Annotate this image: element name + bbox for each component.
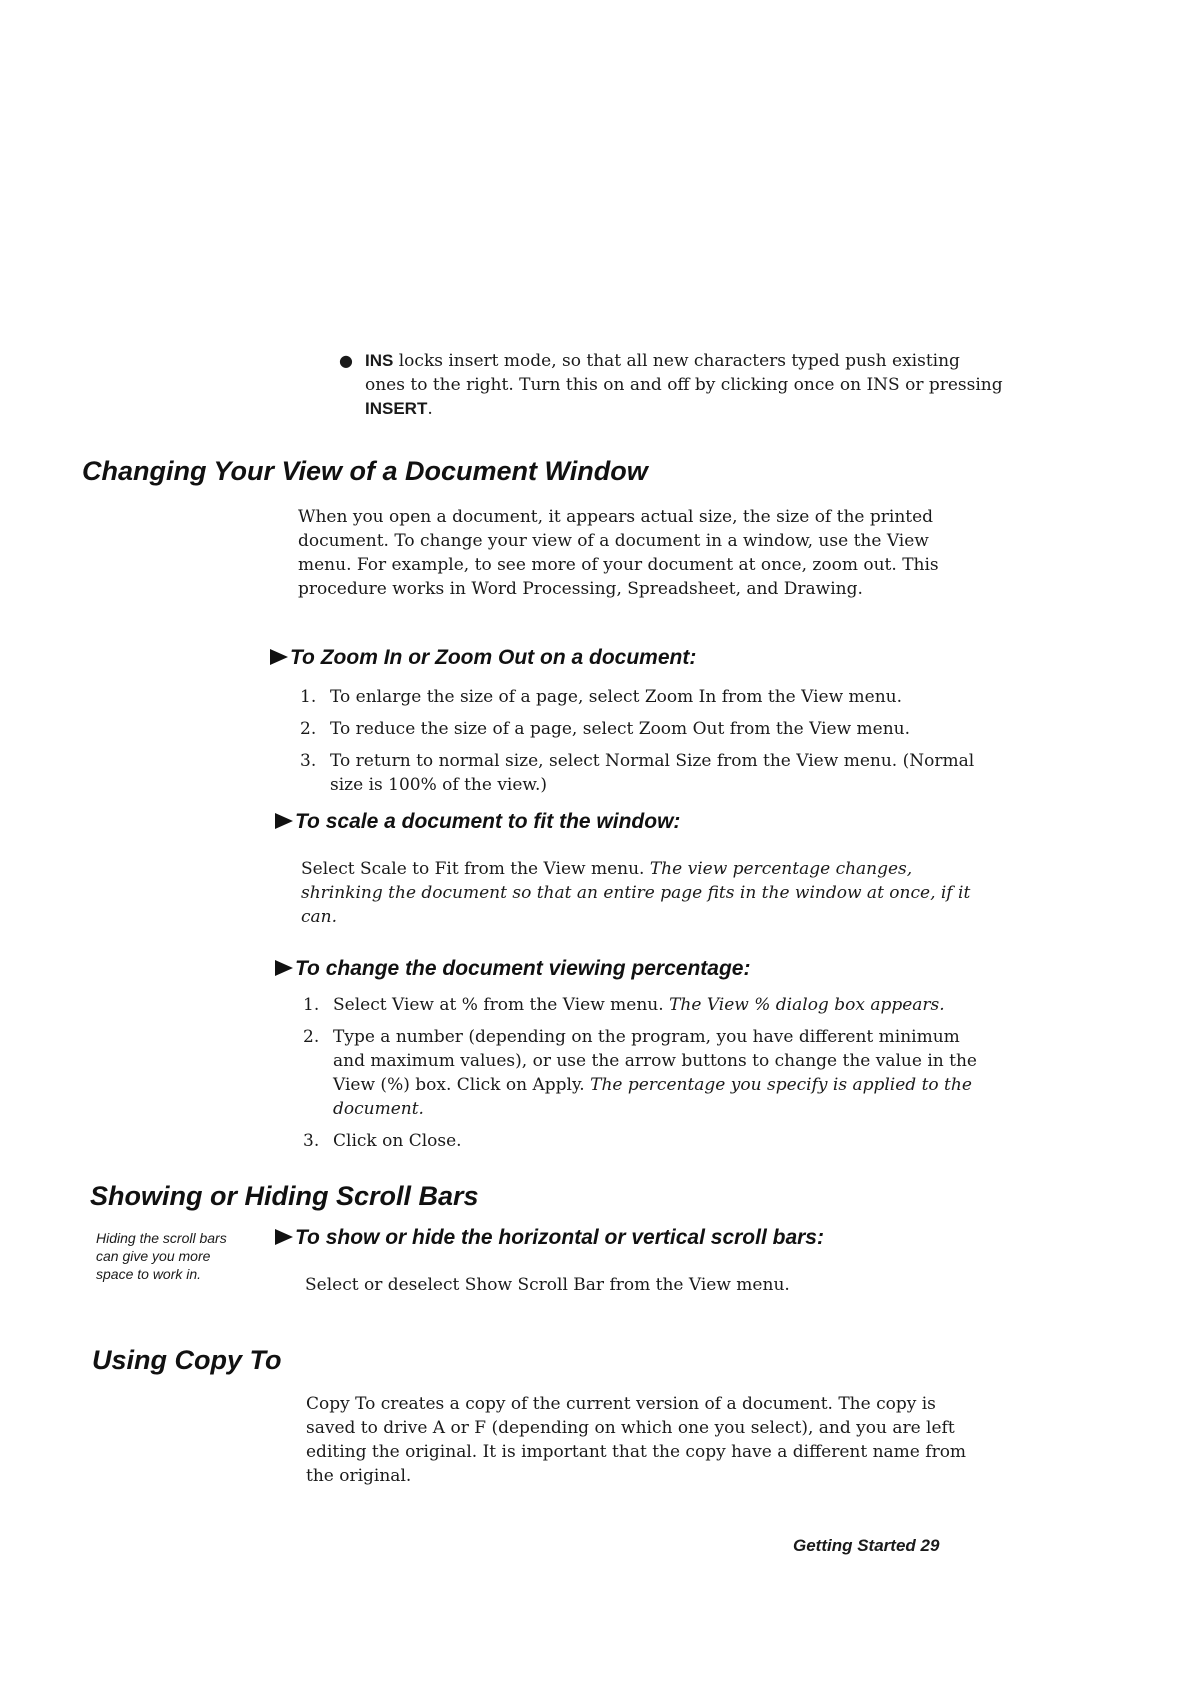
percentage-heading xyxy=(275,957,750,981)
arrow-marker-icon xyxy=(275,960,293,976)
step-text: Select View at % from the View menu. xyxy=(333,995,664,1015)
footer-label: Getting Started xyxy=(793,1536,916,1555)
list-item xyxy=(300,749,980,797)
scale-heading-text: To scale a document to fit the window: xyxy=(295,810,681,833)
zoom-heading-text: To Zoom In or Zoom Out on a document: xyxy=(290,646,697,669)
bullet-icon: ● xyxy=(339,351,353,370)
scroll-bars-text: Select or deselect Show Scroll Bar from the View menu. xyxy=(305,1275,790,1295)
step-text: To reduce the size of a page, select Zoom Out from the View menu. xyxy=(330,719,911,739)
step-number: 1. xyxy=(303,995,320,1015)
step-text-italic: The percentage you specify is applied to the document. xyxy=(333,1075,972,1119)
ins-term: INS xyxy=(365,351,394,370)
arrow-marker-icon xyxy=(270,649,288,665)
zoom-heading xyxy=(270,646,696,670)
step-number: 2. xyxy=(303,1027,320,1047)
arrow-marker-icon xyxy=(275,813,293,829)
step-text: Type a number (depending on the program, you have different minimum and maximum values), or use the arrow buttons to change the value in the View (%) box. Click on Apply. xyxy=(333,1027,977,1095)
changing-view-intro: When you open a document, it appears actual size, the size of the printed document. To change your view of a document in a window, use the View menu. For example, to see more of your document at once, zoom out. This procedure works in Word Processing, Spreadsheet, and Drawing. xyxy=(298,507,939,599)
step-text: To return to normal size, select Normal Size from the View menu. (Normal size is 100% of the view.) xyxy=(330,751,975,795)
step-number: 2. xyxy=(300,719,317,739)
section-title-copy-to: Using Copy To xyxy=(92,1345,282,1375)
step-text-italic: The View % dialog box appears. xyxy=(669,995,945,1015)
step-number: 1. xyxy=(300,687,317,707)
list-item xyxy=(300,717,980,741)
copy-to-text: Copy To creates a copy of the current version of a document. The copy is saved to drive A or F (depending on which one you select), and you are left editing the original. It is important that the copy have a different name from the original. xyxy=(306,1394,967,1486)
ins-bullet-item xyxy=(337,349,1005,421)
scale-heading xyxy=(275,810,680,834)
step-text: To enlarge the size of a page, select Zoom In from the View menu. xyxy=(330,687,903,707)
ins-description: locks insert mode, so that all new characters typed push existing ones to the right. Turn this on and off by clicking once on INS or pressing xyxy=(365,351,1003,395)
scale-text-italic: The view percentage changes, shrinking the document so that an entire page fits in the window at once, if it can. xyxy=(301,859,971,927)
percentage-steps xyxy=(303,993,983,1161)
ins-description-end: . xyxy=(427,399,433,419)
scroll-bars-margin-note: Hiding the scroll bars can give you more space to work in. xyxy=(96,1230,227,1282)
page-footer xyxy=(793,1536,939,1556)
percentage-heading-text: To change the document viewing percentage: xyxy=(295,957,751,980)
step-number: 3. xyxy=(303,1131,320,1151)
page-number: 29 xyxy=(920,1536,940,1555)
scroll-bars-heading xyxy=(275,1226,824,1250)
section-title-scroll-bars: Showing or Hiding Scroll Bars xyxy=(90,1181,479,1211)
zoom-steps xyxy=(300,685,980,805)
list-item xyxy=(303,993,983,1017)
section-title-changing-view: Changing Your View of a Document Window xyxy=(82,456,648,486)
list-item xyxy=(303,1129,983,1153)
insert-key: INSERT xyxy=(365,399,428,418)
scale-text xyxy=(301,857,971,929)
scroll-bars-heading-text: To show or hide the horizontal or vertical scroll bars: xyxy=(295,1226,824,1249)
list-item xyxy=(303,1025,983,1121)
list-item xyxy=(300,685,980,709)
step-number: 3. xyxy=(300,751,317,771)
arrow-marker-icon xyxy=(275,1229,293,1245)
step-text: Click on Close. xyxy=(333,1131,462,1151)
scale-text-plain: Select Scale to Fit from the View menu. xyxy=(301,859,645,879)
